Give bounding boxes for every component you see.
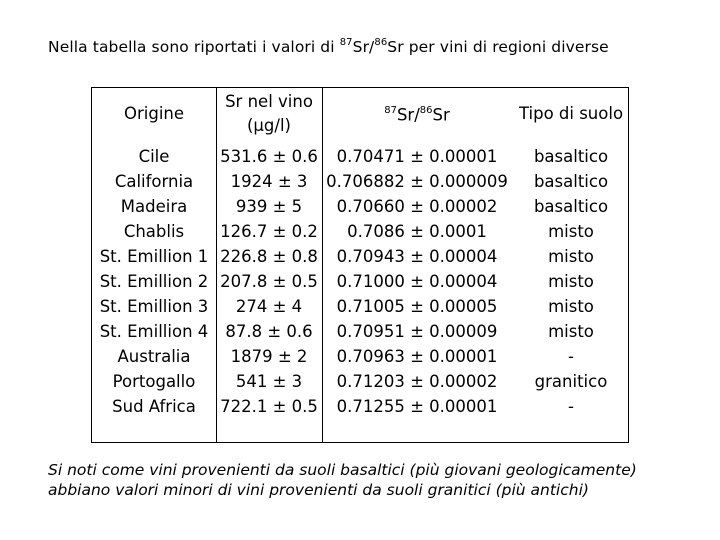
header-ratio-sup86: 86 — [419, 105, 433, 117]
cell-ratio: 0.70660 ± 0.00002 — [336, 197, 498, 216]
data-table — [91, 87, 629, 443]
cell-sr: 126.7 ± 0.2 — [220, 222, 318, 241]
title-text-mid: Sr/ — [352, 38, 375, 57]
table-row — [92, 319, 628, 344]
cell-soil: basaltico — [533, 147, 609, 166]
cell-sr: 531.6 ± 0.6 — [220, 147, 318, 166]
table-header — [92, 88, 628, 140]
page-title — [48, 38, 688, 56]
title-text-after: Sr per vini di regioni diverse — [387, 38, 609, 57]
table-row — [92, 169, 628, 194]
table-row — [92, 194, 628, 219]
cell-sr: 226.8 ± 0.8 — [220, 247, 318, 266]
table-row — [92, 369, 628, 394]
cell-origin: Madeira — [120, 197, 188, 216]
header-sr-unit: (μg/l) — [247, 116, 291, 135]
cell-soil: - — [568, 397, 574, 416]
cell-origin: Cile — [138, 147, 170, 166]
cell-sr: 274 ± 4 — [235, 297, 303, 316]
cell-sr: 939 ± 5 — [235, 197, 303, 216]
footer-line-1: Si noti come vini provenienti da suoli basaltici (più giovani geologicamente) — [48, 461, 637, 479]
cell-ratio: 0.706882 ± 0.000009 — [326, 172, 508, 191]
cell-ratio: 0.70471 ± 0.00001 — [336, 147, 498, 166]
cell-soil: misto — [548, 247, 594, 266]
cell-origin: Portogallo — [112, 372, 196, 391]
table-row — [92, 269, 628, 294]
cell-sr: 541 ± 3 — [235, 372, 303, 391]
cell-sr: 1879 ± 2 — [230, 347, 308, 366]
header-sr — [216, 88, 322, 140]
header-ratio-sup87: 87 — [384, 105, 397, 117]
cell-soil: granitico — [534, 372, 608, 391]
cell-soil: misto — [548, 297, 594, 316]
cell-origin: California — [114, 172, 194, 191]
header-ratio — [322, 88, 512, 140]
table-row — [92, 244, 628, 269]
title-isotope-86: 86 — [374, 37, 388, 48]
cell-ratio: 0.71005 ± 0.00005 — [336, 297, 498, 316]
cell-ratio: 0.71203 ± 0.00002 — [336, 372, 498, 391]
cell-origin: St. Emillion 2 — [99, 272, 209, 291]
title-text-before: Nella tabella sono riportati i valori di — [48, 38, 340, 57]
table-row — [92, 219, 628, 244]
header-sr-line1: Sr nel vino — [225, 92, 313, 111]
footer-note — [48, 460, 688, 500]
table-row — [92, 394, 628, 419]
cell-origin: St. Emillion 4 — [99, 322, 209, 341]
cell-origin: Australia — [117, 347, 191, 366]
header-soil: Tipo di suolo — [518, 104, 624, 123]
table-row — [92, 294, 628, 319]
header-ratio-after: Sr — [432, 105, 450, 125]
cell-origin: Sud Africa — [112, 397, 196, 416]
cell-ratio: 0.71000 ± 0.00004 — [336, 272, 498, 291]
cell-soil: basaltico — [533, 172, 609, 191]
cell-soil: basaltico — [533, 197, 609, 216]
title-isotope-87: 87 — [339, 37, 353, 48]
table-row — [92, 344, 628, 369]
cell-sr: 1924 ± 3 — [230, 172, 308, 191]
cell-ratio: 0.7086 ± 0.0001 — [347, 222, 487, 241]
cell-soil: - — [568, 347, 574, 366]
cell-sr: 722.1 ± 0.5 — [220, 397, 318, 416]
cell-ratio: 0.70963 ± 0.00001 — [336, 347, 498, 366]
cell-ratio: 0.70943 ± 0.00004 — [336, 247, 498, 266]
header-ratio-mid: Sr/ — [396, 105, 420, 125]
cell-origin: Chablis — [123, 222, 185, 241]
cell-soil: misto — [548, 322, 594, 341]
cell-sr: 207.8 ± 0.5 — [220, 272, 318, 291]
table-row — [92, 144, 628, 169]
cell-sr: 87.8 ± 0.6 — [225, 322, 313, 341]
cell-soil: misto — [548, 272, 594, 291]
cell-ratio: 0.71255 ± 0.00001 — [336, 397, 498, 416]
footer-line-2: abbiano valori minori di vini provenienti da suoli granitici (più antichi) — [48, 481, 589, 499]
cell-ratio: 0.70951 ± 0.00009 — [336, 322, 498, 341]
cell-origin: St. Emillion 1 — [99, 247, 209, 266]
cell-soil: misto — [548, 222, 594, 241]
header-origin: Origine — [123, 104, 185, 123]
cell-origin: St. Emillion 3 — [99, 297, 209, 316]
